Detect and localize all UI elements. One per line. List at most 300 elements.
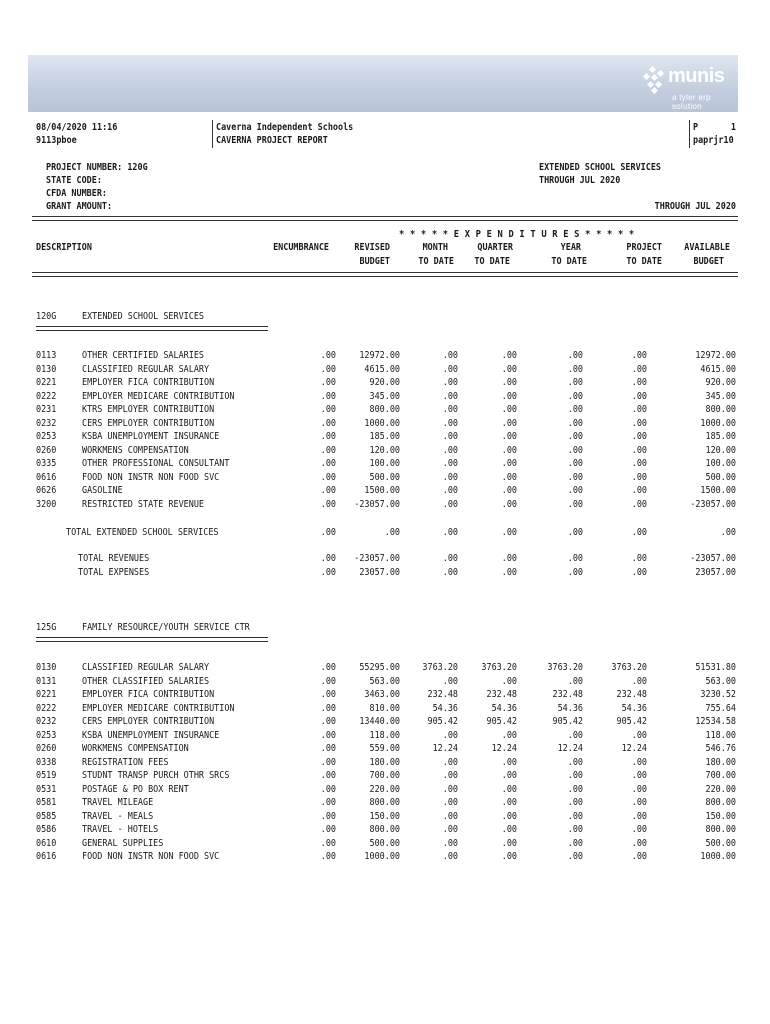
amount-cell: .00 [320,662,336,673]
project-number: PROJECT NUMBER: 120G [46,162,148,173]
amount-cell: 12.24 [621,743,647,754]
amount-cell: .00 [501,756,517,768]
col-encumbrance: ENCUMBRANCE [273,242,329,253]
amount-cell: 500.00 [705,837,736,849]
amount-cell: .00 [442,783,458,795]
amount-cell: 905.42 [552,716,583,727]
amount-cell: 4615.00 [364,363,400,375]
total-amount: 23057.00 [695,567,736,578]
col-year-2: TO DATE [551,256,587,267]
total-amount: .00 [384,527,400,538]
amount-cell: 563.00 [369,675,400,687]
amount-cell: .00 [631,458,647,469]
col-month: MONTH [422,242,448,253]
amount-cell: .00 [501,797,517,808]
amount-cell: .00 [501,417,517,429]
amount-cell: .00 [320,417,336,429]
amount-cell: .00 [567,431,583,442]
amount-cell: .00 [501,729,517,741]
column-header-rule [32,272,738,277]
account-description: EMPLOYER MEDICARE CONTRIBUTION [82,390,235,402]
amount-cell: .00 [442,377,458,388]
amount-cell: .00 [320,458,336,469]
amount-cell: .00 [631,797,647,808]
amount-cell: 12534.58 [695,716,736,727]
account-code: 0222 [36,390,57,402]
amount-cell: .00 [320,729,336,741]
amount-cell: .00 [442,851,458,862]
amount-cell: 800.00 [369,797,400,808]
account-code: 0616 [36,851,57,862]
total-amount: .00 [442,567,458,578]
amount-cell: .00 [631,824,647,835]
amount-cell: .00 [320,810,336,822]
amount-cell: 800.00 [369,824,400,835]
account-description: KSBA UNEMPLOYMENT INSURANCE [82,431,220,442]
amount-cell: .00 [320,471,336,483]
amount-cell: .00 [631,471,647,483]
account-description: OTHER CLASSIFIED SALARIES [82,675,210,687]
account-code: 0626 [36,485,57,496]
amount-cell: .00 [442,363,458,375]
amount-cell: 118.00 [369,729,400,741]
amount-cell: .00 [567,390,583,402]
amount-cell: .00 [567,444,583,456]
amount-cell: .00 [442,417,458,429]
account-code: 0610 [36,837,57,849]
amount-cell: 345.00 [705,390,736,402]
amount-cell: .00 [320,837,336,849]
munis-logo [642,63,732,111]
amount-cell: 3763.20 [611,662,647,673]
amount-cell: 1000.00 [700,417,736,429]
account-code: 0338 [36,756,57,768]
section1-underline [36,326,268,331]
account-code: 0221 [36,689,57,700]
amount-cell: .00 [567,458,583,469]
state-code: STATE CODE: [46,175,102,186]
amount-cell: .00 [567,824,583,835]
amount-cell: .00 [567,770,583,781]
amount-cell: -23057.00 [354,498,400,510]
total-amount: .00 [567,527,583,538]
amount-cell: 232.48 [552,689,583,700]
amount-cell: 905.42 [427,716,458,727]
amount-cell: .00 [320,350,336,361]
amount-cell: .00 [631,417,647,429]
amount-cell: .00 [567,729,583,741]
account-code: 0260 [36,743,57,754]
header-divider-right [689,120,690,148]
section1-name: EXTENDED SCHOOL SERVICES [82,311,204,322]
amount-cell: 12972.00 [359,350,400,361]
amount-cell: 800.00 [705,824,736,835]
amount-cell: .00 [442,471,458,483]
amount-cell: .00 [320,702,336,714]
logo-tagline: a tyler erp solution [672,93,711,111]
amount-cell: .00 [501,837,517,849]
amount-cell: .00 [442,810,458,822]
amount-cell: 12.24 [432,743,458,754]
account-code: 0586 [36,824,57,835]
account-code: 0231 [36,404,57,415]
amount-cell: .00 [567,797,583,808]
account-description: KSBA UNEMPLOYMENT INSURANCE [82,729,220,741]
amount-cell: .00 [320,377,336,388]
project-through-right: THROUGH JUL 2020 [539,175,621,186]
amount-cell: .00 [631,810,647,822]
amount-cell: .00 [320,797,336,808]
amount-cell: .00 [320,431,336,442]
amount-cell: 800.00 [369,404,400,415]
expenditures-banner: * * * * * E X P E N D I T U R E S * * * * * [399,229,635,240]
total-amount: .00 [320,527,336,538]
amount-cell: .00 [442,797,458,808]
account-description: CLASSIFIED REGULAR SALARY [82,662,210,673]
amount-cell: 120.00 [369,444,400,456]
amount-cell: 800.00 [705,797,736,808]
amount-cell: 180.00 [705,756,736,768]
report-datetime: 08/04/2020 11:16 [36,122,118,133]
section2-underline [36,637,268,642]
account-description: STUDNT TRANSP PURCH OTHR SRCS [82,770,230,781]
account-description: OTHER CERTIFIED SALARIES [82,350,204,361]
col-description: DESCRIPTION [36,242,92,253]
amount-cell: .00 [320,743,336,754]
section2-name: FAMILY RESOURCE/YOUTH SERVICE CTR [82,622,250,633]
account-description: WORKMENS COMPENSATION [82,444,189,456]
amount-cell: 700.00 [369,770,400,781]
total-amount: .00 [567,553,583,564]
amount-cell: .00 [442,824,458,835]
account-description: GENERAL SUPPLIES [82,837,164,849]
amount-cell: .00 [320,783,336,795]
amount-cell: 559.00 [369,743,400,754]
amount-cell: .00 [567,837,583,849]
amount-cell: .00 [567,363,583,375]
amount-cell: .00 [631,756,647,768]
total-amount: .00 [501,567,517,578]
amount-cell: 920.00 [705,377,736,388]
amount-cell: .00 [567,810,583,822]
amount-cell: 546.76 [705,743,736,754]
amount-cell: .00 [442,498,458,510]
logo-dots-icon [642,67,664,93]
account-description: KTRS EMPLOYER CONTRIBUTION [82,404,215,415]
amount-cell: 232.48 [427,689,458,700]
amount-cell: .00 [501,390,517,402]
total-amount: 23057.00 [359,567,400,578]
account-code: 0335 [36,458,57,469]
amount-cell: .00 [442,431,458,442]
total-label: TOTAL EXTENDED SCHOOL SERVICES [66,527,219,538]
amount-cell: 563.00 [705,675,736,687]
amount-cell: .00 [631,675,647,687]
account-code: 0581 [36,797,57,808]
amount-cell: 12.24 [491,743,517,754]
grant-amount: GRANT AMOUNT: [46,201,113,212]
page-label: P [693,122,699,133]
program-id: paprjr10 [693,135,734,146]
amount-cell: .00 [567,783,583,795]
total-label: TOTAL EXPENSES [78,567,150,578]
amount-cell: .00 [501,471,517,483]
amount-cell: 1500.00 [364,485,400,496]
amount-cell: .00 [442,444,458,456]
amount-cell: 51531.80 [695,662,736,673]
amount-cell: .00 [442,729,458,741]
amount-cell: 1000.00 [364,417,400,429]
total-amount: .00 [631,527,647,538]
amount-cell: .00 [501,350,517,361]
amount-cell: 810.00 [369,702,400,714]
amount-cell: 185.00 [369,431,400,442]
amount-cell: .00 [567,756,583,768]
section1-code: 120G [36,311,57,322]
amount-cell: .00 [631,485,647,496]
total-amount: .00 [631,553,647,564]
total-amount: .00 [720,527,736,538]
col-available-2: BUDGET [693,256,724,267]
amount-cell: 1500.00 [700,485,736,496]
cfda-number: CFDA NUMBER: [46,188,107,199]
amount-cell: 755.64 [705,702,736,714]
amount-cell: 180.00 [369,756,400,768]
account-description: EMPLOYER FICA CONTRIBUTION [82,689,215,700]
col-revised: REVISED [354,242,390,253]
amount-cell: 54.36 [621,702,647,714]
account-code: 0253 [36,431,57,442]
amount-cell: .00 [501,675,517,687]
amount-cell: 150.00 [369,810,400,822]
col-project: PROJECT [626,242,662,253]
page-number: 1 [730,122,736,133]
account-code: 0113 [36,350,57,361]
report-user: 9113pboe [36,135,77,146]
report-title: CAVERNA PROJECT REPORT [216,135,328,146]
amount-cell: 500.00 [705,471,736,483]
amount-cell: 100.00 [705,458,736,469]
amount-cell: 220.00 [705,783,736,795]
account-code: 0531 [36,783,57,795]
total-amount: .00 [567,567,583,578]
amount-cell: .00 [501,363,517,375]
account-description: CERS EMPLOYER CONTRIBUTION [82,417,215,429]
amount-cell: .00 [631,444,647,456]
amount-cell: .00 [320,689,336,700]
account-description: POSTAGE & PO BOX RENT [82,783,189,795]
amount-cell: .00 [501,770,517,781]
amount-cell: 55295.00 [359,662,400,673]
project-title-right: EXTENDED SCHOOL SERVICES [539,162,661,173]
amount-cell: .00 [631,377,647,388]
amount-cell: 118.00 [705,729,736,741]
account-description: EMPLOYER MEDICARE CONTRIBUTION [82,702,235,714]
amount-cell: .00 [501,404,517,415]
col-quarter: QUARTER [477,242,513,253]
account-code: 0130 [36,363,57,375]
account-description: REGISTRATION FEES [82,756,169,768]
amount-cell: .00 [320,675,336,687]
amount-cell: .00 [631,851,647,862]
amount-cell: 3230.52 [700,689,736,700]
amount-cell: .00 [501,458,517,469]
amount-cell: 150.00 [705,810,736,822]
amount-cell: .00 [567,485,583,496]
amount-cell: .00 [631,350,647,361]
amount-cell: .00 [442,485,458,496]
account-code: 0232 [36,716,57,727]
amount-cell: .00 [320,444,336,456]
amount-cell: 800.00 [705,404,736,415]
account-description: TRAVEL - HOTELS [82,824,159,835]
account-code: 0222 [36,702,57,714]
amount-cell: -23057.00 [690,498,736,510]
amount-cell: .00 [320,404,336,415]
amount-cell: .00 [320,851,336,862]
amount-cell: .00 [442,756,458,768]
amount-cell: .00 [501,377,517,388]
amount-cell: .00 [631,431,647,442]
amount-cell: .00 [442,770,458,781]
amount-cell: 500.00 [369,471,400,483]
account-code: 0519 [36,770,57,781]
amount-cell: 4615.00 [700,363,736,375]
account-description: FOOD NON INSTR NON FOOD SVC [82,471,220,483]
amount-cell: 345.00 [369,390,400,402]
total-amount: -23057.00 [690,553,736,564]
amount-cell: .00 [567,377,583,388]
amount-cell: .00 [501,851,517,862]
report-banner [28,55,738,112]
amount-cell: .00 [631,770,647,781]
amount-cell: 905.42 [616,716,647,727]
col-month-2: TO DATE [418,256,454,267]
amount-cell: .00 [320,824,336,835]
amount-cell: 920.00 [369,377,400,388]
amount-cell: .00 [567,350,583,361]
col-project-2: TO DATE [626,256,662,267]
col-year: YEAR [560,242,581,253]
amount-cell: 54.36 [557,702,583,714]
amount-cell: .00 [567,851,583,862]
amount-cell: 1000.00 [364,851,400,862]
amount-cell: 12.24 [557,743,583,754]
total-label: TOTAL REVENUES [78,553,150,564]
amount-cell: 54.36 [491,702,517,714]
amount-cell: 500.00 [369,837,400,849]
account-code: 0253 [36,729,57,741]
account-description: OTHER PROFESSIONAL CONSULTANT [82,458,230,469]
total-amount: .00 [320,567,336,578]
amount-cell: .00 [631,498,647,510]
amount-cell: .00 [501,824,517,835]
amount-cell: .00 [501,444,517,456]
account-description: GASOLINE [82,485,123,496]
amount-cell: .00 [567,498,583,510]
account-code: 3200 [36,498,57,510]
amount-cell: .00 [631,783,647,795]
amount-cell: 700.00 [705,770,736,781]
amount-cell: 232.48 [486,689,517,700]
amount-cell: 120.00 [705,444,736,456]
amount-cell: .00 [442,458,458,469]
amount-cell: 3763.20 [481,662,517,673]
section2-code: 125G [36,622,57,633]
amount-cell: .00 [442,350,458,361]
total-amount: .00 [442,527,458,538]
account-code: 0131 [36,675,57,687]
total-amount: .00 [320,553,336,564]
amount-cell: 905.42 [486,716,517,727]
amount-cell: .00 [631,363,647,375]
account-description: WORKMENS COMPENSATION [82,743,189,754]
amount-cell: .00 [320,485,336,496]
amount-cell: .00 [631,390,647,402]
account-description: TRAVEL MILEAGE [82,797,154,808]
amount-cell: 12972.00 [695,350,736,361]
account-description: EMPLOYER FICA CONTRIBUTION [82,377,215,388]
header-divider [212,120,213,148]
account-description: CLASSIFIED REGULAR SALARY [82,363,210,375]
amount-cell: .00 [442,837,458,849]
amount-cell: .00 [442,675,458,687]
total-amount: .00 [631,567,647,578]
amount-cell: .00 [501,783,517,795]
amount-cell: .00 [320,498,336,510]
amount-cell: .00 [320,390,336,402]
amount-cell: .00 [320,756,336,768]
amount-cell: .00 [442,404,458,415]
amount-cell: 232.48 [616,689,647,700]
account-code: 0260 [36,444,57,456]
amount-cell: .00 [501,810,517,822]
amount-cell: .00 [501,498,517,510]
amount-cell: .00 [442,390,458,402]
account-code: 0616 [36,471,57,483]
amount-cell: 54.36 [432,702,458,714]
amount-cell: .00 [320,363,336,375]
col-quarter-2: TO DATE [474,256,510,267]
amount-cell: .00 [501,431,517,442]
amount-cell: 185.00 [705,431,736,442]
amount-cell: 3463.00 [364,689,400,700]
amount-cell: 100.00 [369,458,400,469]
amount-cell: .00 [320,770,336,781]
amount-cell: .00 [631,404,647,415]
account-description: TRAVEL - MEALS [82,810,154,822]
col-available: AVAILABLE [684,242,730,253]
logo-wordmark: munis [668,65,725,87]
amount-cell: 13440.00 [359,716,400,727]
header-rule [32,216,738,221]
total-amount: .00 [501,527,517,538]
account-description: RESTRICTED STATE REVENUE [82,498,204,510]
amount-cell: .00 [567,471,583,483]
amount-cell: 220.00 [369,783,400,795]
account-code: 0232 [36,417,57,429]
amount-cell: .00 [567,675,583,687]
amount-cell: .00 [320,716,336,727]
amount-cell: 1000.00 [700,851,736,862]
account-description: CERS EMPLOYER CONTRIBUTION [82,716,215,727]
amount-cell: .00 [567,404,583,415]
amount-cell: .00 [501,485,517,496]
account-code: 0221 [36,377,57,388]
total-amount: .00 [442,553,458,564]
col-revised-2: BUDGET [359,256,390,267]
amount-cell: 3763.20 [547,662,583,673]
